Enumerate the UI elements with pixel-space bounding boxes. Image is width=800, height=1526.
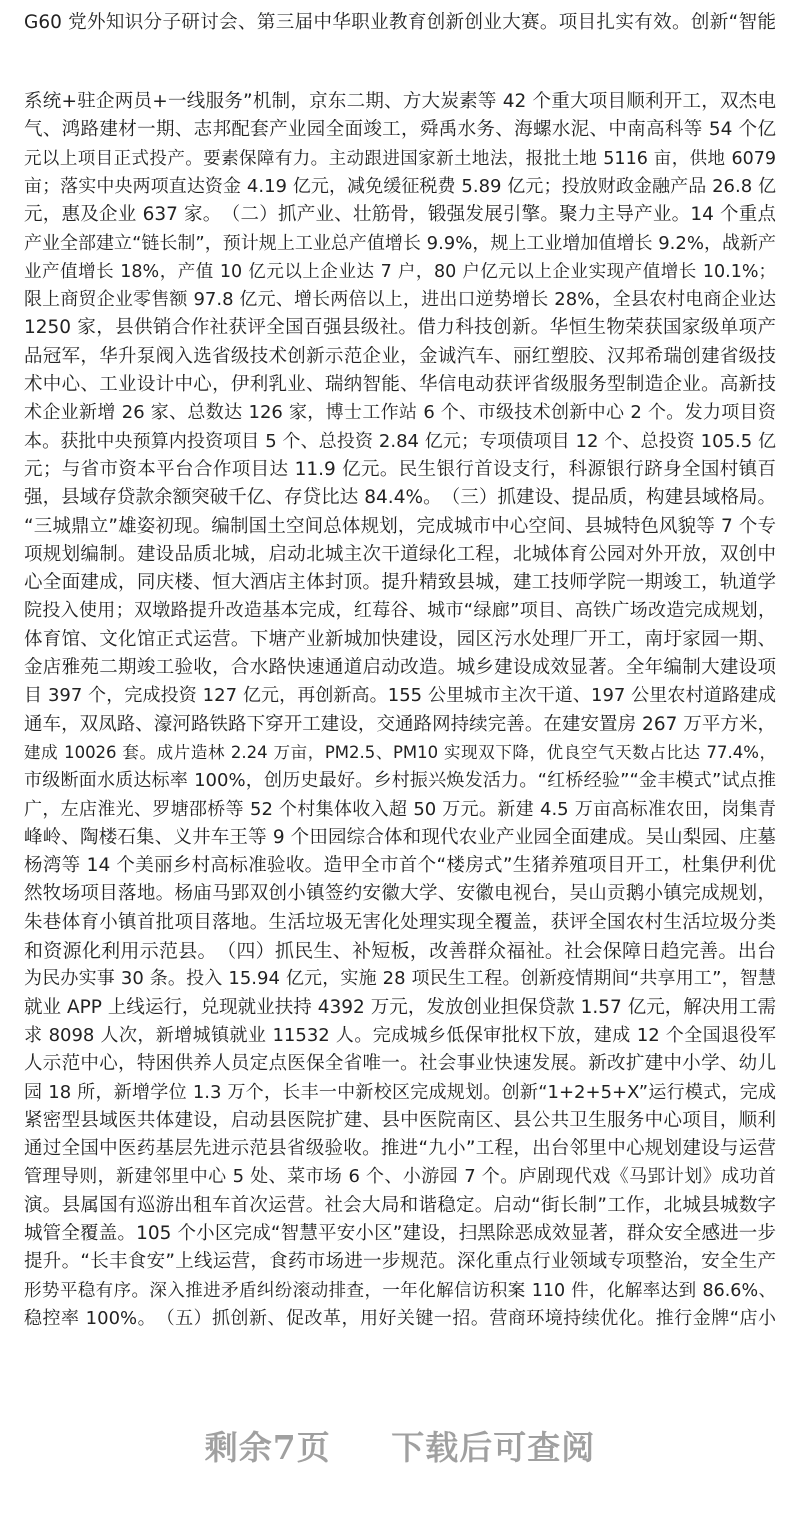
text-line: 本。获批中央预算内投资项目 5 个、总投资 2.84 亿元；专项债项目 12 个、总投资 105.5 亿 (24, 430, 776, 452)
text-line: 稳控率 100%。 （五）抓创新、促改革，用好关键一招。营商环境持续优化。推行金牌“店小 (24, 1307, 776, 1329)
text-line: 广，左店淮光、罗塘邵桥等 52 个村集体收入超 50 万元。新建 4.5 万亩高标准农田，岗集青 (24, 798, 776, 820)
text-line: 强，县域存贷款余额突破千亿、存贷比达 84.4%。 （三）抓建设、提品质，构建县域格局。 (24, 487, 776, 509)
text-line: 术企业新增 26 家、总数达 126 家，博士工作站 6 个、市级技术创新中心 2 个。发力项目资 (24, 402, 776, 424)
text-line: 就业 APP 上线运行，兑现就业扶持 4392 万元，发放创业担保贷款 1.57 亿元，解决用工需 (24, 996, 776, 1018)
text-line: 演。县属国有巡游出租车首次运营。社会大局和谐稳定。启动“街长制”工作，北城县城数字 (24, 1194, 776, 1216)
text-line: 管理导则，新建邻里中心 5 处、菜市场 6 个、小游园 7 个。庐剧现代戏《马郢计划》成功首 (24, 1166, 776, 1188)
remaining-pages-label[interactable]: 剩余7页 (204, 1428, 331, 1467)
text-line: 项规划编制。建设品质北城，启动北城主次干道绿化工程，北城体育公园对外开放，双创中 (24, 543, 776, 565)
text-line: 元，惠及企业 637 家。 （二）抓产业、壮筋骨，锻强发展引擎。聚力主导产业。14 个重点 (24, 204, 776, 226)
text-line: 元；与省市资本平台合作项目达 11.9 亿元。民生银行首设支行，科源银行跻身全国村镇百 (24, 458, 776, 480)
text-line: 朱巷体育小镇首批项目落地。生活垃圾无害化处理实现全覆盖，获评全国农村生活垃圾分类 (24, 911, 776, 933)
text-line: 形势平稳有序。深入推进矛盾纠纷滚动排查，一年化解信访积案 110 件，化解率达到 86.6%、 (24, 1280, 776, 1301)
text-line: 术中心、工业设计中心，伊利乳业、瑞纳智能、华信电动获评省级服务型制造企业。高新技 (24, 374, 776, 395)
text-line: 峰岭、陶楼石集、义井车王等 9 个田园综合体和现代农业产业园全面建成。吴山梨园、庄墓 (24, 826, 776, 848)
text-line: 品冠军，华升泵阀入选省级技术创新示范企业，金诚汽车、丽红塑胶、汉邦希瑞创建省级技 (24, 345, 776, 367)
text-line: 产业全部建立“链长制”，预计规上工业总产值增长 9.9%，规上工业增加值增长 9.2%，战新产 (24, 232, 776, 254)
text-line: 气、鸿路建材一期、志邦配套产业园全面竣工，舜禹水务、海螺水泥、中南高科等 54 个亿 (24, 119, 776, 141)
text-line: 和资源化利用示范县。 （四）抓民生、补短板，改善群众福祉。社会保障日趋完善。出台 (24, 940, 776, 962)
text-line: G60 党外知识分子研讨会、第三届中华职业教育创新创业大赛。项目扎实有效。创新“智能 (24, 12, 776, 33)
text-line: 亩；落实中央两项直达资金 4.19 亿元，减免缓征税费 5.89 亿元；投放财政金融产品 26.8 亿 (24, 175, 776, 197)
text-line: 系统+驻企两员+一线服务”机制，京东二期、方大炭素等 42 个重大项目顺利开工，双杰电 (24, 91, 776, 112)
text-line: 提升。“长丰食安”上线运营，食药市场进一步规范。深化重点行业领域专项整治，安全生产 (24, 1251, 776, 1273)
text-line: 建成 10026 套。成片造林 2.24 万亩，PM2.5、PM10 实现双下降，优良空气天数占比达 77.4%， (24, 742, 776, 762)
text-line: 院投入使用；双墩路提升改造基本完成，红莓谷、城市“绿廊”项目、高铁广场改造完成规划， (24, 600, 776, 622)
download-to-view-label[interactable]: 下载后可查阅 (391, 1428, 596, 1467)
text-line: 体育馆、文化馆正式运营。下塘产业新城加快建设，园区污水处理厂开工，南圩家园一期、 (24, 628, 776, 650)
text-line: 园 18 所，新增学位 1.3 万个，长丰一中新校区完成规划。创新“1+2+5+X”运行模式，完成 (24, 1081, 776, 1103)
text-line: 限上商贸企业零售额 97.8 亿元、增长两倍以上，进出口逆势增长 28%，全县农村电商企业达 (24, 289, 776, 311)
text-line: 目 397 个，完成投资 127 亿元，再创新高。155 公里城市主次干道、197 公里农村道路建成 (24, 685, 776, 707)
download-prompt-banner[interactable] (0, 1422, 800, 1469)
text-line: 1250 家，县供销合作社获评全国百强县级社。借力科技创新。华恒生物荣获国家级单项产 (24, 317, 776, 339)
text-line: 求 8098 人次，新增城镇就业 11532 人。完成城乡低保审批权下放，建成 12 个全国退役军 (24, 1024, 776, 1046)
text-line: 杨湾等 14 个美丽乡村高标准验收。造甲全市首个“楼房式”生猪养殖项目开工，杜集伊利优 (24, 855, 776, 877)
text-line: 通过全国中医药基层先进示范县省级验收。推进“九小”工程，出台邻里中心规划建设与运营 (24, 1138, 776, 1160)
text-line: 金店雅苑二期竣工验收，合水路快速通道启动改造。城乡建设成效显著。全年编制大建设项 (24, 657, 776, 678)
text-line: 心全面建成，同庆楼、恒大酒店主体封顶。提升精致县城，建工技师学院一期竣工，轨道学 (24, 572, 776, 594)
text-line: 然牧场项目落地。杨庙马郢双创小镇签约安徽大学、安徽电视台，吴山贡鹅小镇完成规划， (24, 883, 776, 905)
text-line: 人示范中心，特困供养人员定点医保全省唯一。社会事业快速发展。新改扩建中小学、幼儿 (24, 1053, 776, 1075)
text-line: “三城鼎立”雄姿初现。编制国土空间总体规划，完成城市中心空间、县城特色风貌等 7 个专 (24, 515, 776, 537)
text-line: 为民办实事 30 条。投入 15.94 亿元，实施 28 项民生工程。创新疫情期间“共享用工”，智慧 (24, 968, 776, 990)
text-line: 城管全覆盖。105 个小区完成“智慧平安小区”建设，扫黑除恶成效显著，群众安全感进一步 (24, 1223, 776, 1244)
text-line: 市级断面水质达标率 100%，创历史最好。乡村振兴焕发活力。“红桥经验”“金丰模式”试点推 (24, 770, 776, 792)
text-line: 通车，双凤路、濠河路铁路下穿开工建设，交通路网持续完善。在建安置房 267 万平方米， (24, 713, 776, 735)
text-line: 元以上项目正式投产。要素保障有力。主动跟进国家新土地法，报批土地 5116 亩，供地 6079 (24, 148, 776, 169)
text-line: 业产值增长 18%，产值 10 亿元以上企业达 7 户，80 户亿元以上企业实现产值增长 10.1%； (24, 261, 776, 282)
text-line: 紧密型县域医共体建设，启动县医院扩建、县中医院南区、县公共卫生服务中心项目，顺利 (24, 1109, 776, 1131)
